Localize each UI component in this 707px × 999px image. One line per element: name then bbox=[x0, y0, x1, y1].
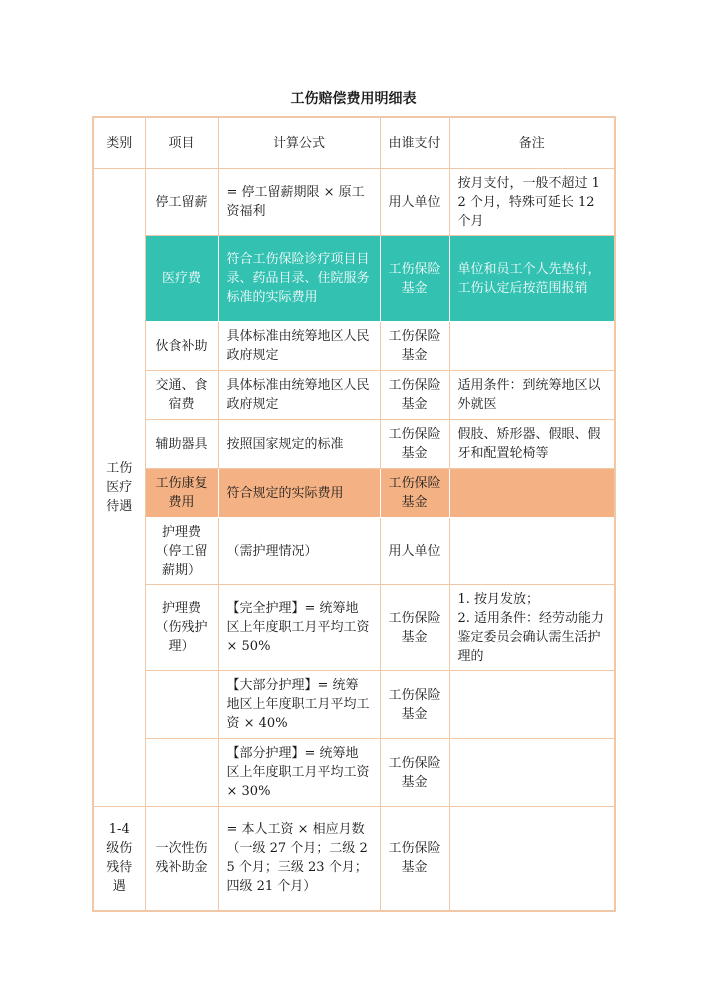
item-cell: 护理费（伤残护理） bbox=[145, 585, 218, 671]
notes-cell bbox=[449, 469, 615, 518]
header-formula: 计算公式 bbox=[218, 117, 380, 169]
formula-cell: = 停工留薪期限 × 原工资福利 bbox=[218, 169, 380, 236]
formula-cell: 具体标准由统筹地区人民政府规定 bbox=[218, 322, 380, 371]
payer-cell: 工伤保险基金 bbox=[380, 322, 449, 371]
payer-cell: 工伤保险基金 bbox=[380, 420, 449, 469]
formula-line: （一级 27 个月；二级 25 个月；三级 23 个月；四级 21 个月） bbox=[226, 841, 368, 895]
payer-cell: 工伤保险基金 bbox=[380, 469, 449, 518]
category-cell: 工伤医疗待遇 bbox=[93, 169, 145, 807]
payer-cell: 工伤保险基金 bbox=[380, 236, 449, 322]
item-cell: 医疗费 bbox=[145, 236, 218, 322]
item-cell: 工伤康复费用 bbox=[145, 469, 218, 518]
payer-cell: 用人单位 bbox=[380, 518, 449, 585]
table-row bbox=[93, 585, 615, 671]
notes-cell: 按月支付，一般不超过 12 个月，特殊可延长 12 个月 bbox=[449, 169, 615, 236]
formula-cell: 按照国家规定的标准 bbox=[218, 420, 380, 469]
notes-cell bbox=[449, 807, 615, 911]
formula-cell: （需护理情况） bbox=[218, 518, 380, 585]
table-row bbox=[93, 322, 615, 371]
notes-cell bbox=[449, 518, 615, 585]
table-row bbox=[93, 739, 615, 807]
compensation-table bbox=[92, 116, 616, 912]
table-row bbox=[93, 807, 615, 911]
table-row bbox=[93, 169, 615, 236]
notes-cell: 单位和员工个人先垫付，工伤认定后按范围报销 bbox=[449, 236, 615, 322]
notes-cell bbox=[449, 322, 615, 371]
notes-cell bbox=[449, 739, 615, 807]
notes-cell bbox=[449, 671, 615, 739]
header-payer: 由谁支付 bbox=[380, 117, 449, 169]
formula-line: = 本人工资 × 相应月数 bbox=[226, 822, 365, 838]
notes-line: 2. 适用条件：经劳动能力鉴定委员会确认需生活护理的 bbox=[457, 610, 605, 664]
table-row-highlight-orange bbox=[93, 469, 615, 518]
item-cell: 伙食补助 bbox=[145, 322, 218, 371]
item-cell: 停工留薪 bbox=[145, 169, 218, 236]
formula-cell: 具体标准由统筹地区人民政府规定 bbox=[218, 371, 380, 420]
item-cell: 交通、食宿费 bbox=[145, 371, 218, 420]
payer-cell: 工伤保险基金 bbox=[380, 585, 449, 671]
header-item: 项目 bbox=[145, 117, 218, 169]
item-cell: 护理费（停工留薪期） bbox=[145, 518, 218, 585]
table-row bbox=[93, 671, 615, 739]
notes-cell bbox=[449, 585, 615, 671]
header-category: 类别 bbox=[93, 117, 145, 169]
formula-cell: 【部分护理】= 统筹地区上年度职工月平均工资 × 30% bbox=[218, 739, 380, 807]
payer-cell: 工伤保险基金 bbox=[380, 807, 449, 911]
payer-cell: 工伤保险基金 bbox=[380, 671, 449, 739]
item-cell: 辅助器具 bbox=[145, 420, 218, 469]
payer-cell: 工伤保险基金 bbox=[380, 371, 449, 420]
item-cell bbox=[145, 671, 218, 739]
table-header-row bbox=[93, 117, 615, 169]
formula-cell: 【完全护理】= 统筹地区上年度职工月平均工资 × 50% bbox=[218, 585, 380, 671]
table-row bbox=[93, 420, 615, 469]
table-row-highlight-teal bbox=[93, 236, 615, 322]
category-cell: 1-4 级伤残待遇 bbox=[93, 807, 145, 911]
formula-cell: 符合工伤保险诊疗项目目录、药品目录、住院服务标准的实际费用 bbox=[218, 236, 380, 322]
payer-cell: 用人单位 bbox=[380, 169, 449, 236]
table-row bbox=[93, 518, 615, 585]
item-cell bbox=[145, 739, 218, 807]
payer-cell: 工伤保险基金 bbox=[380, 739, 449, 807]
page-title: 工伤赔偿费用明细表 bbox=[290, 91, 417, 107]
notes-cell: 适用条件：到统筹地区以外就医 bbox=[449, 371, 615, 420]
notes-cell: 假肢、矫形器、假眼、假牙和配置轮椅等 bbox=[449, 420, 615, 469]
header-notes: 备注 bbox=[449, 117, 615, 169]
table-row bbox=[93, 371, 615, 420]
formula-cell: 【大部分护理】= 统筹地区上年度职工月平均工资 × 40% bbox=[218, 671, 380, 739]
formula-cell: 符合规定的实际费用 bbox=[218, 469, 380, 518]
notes-line: 1. 按月发放； bbox=[457, 591, 540, 607]
formula-cell bbox=[218, 807, 380, 911]
item-cell: 一次性伤残补助金 bbox=[145, 807, 218, 911]
